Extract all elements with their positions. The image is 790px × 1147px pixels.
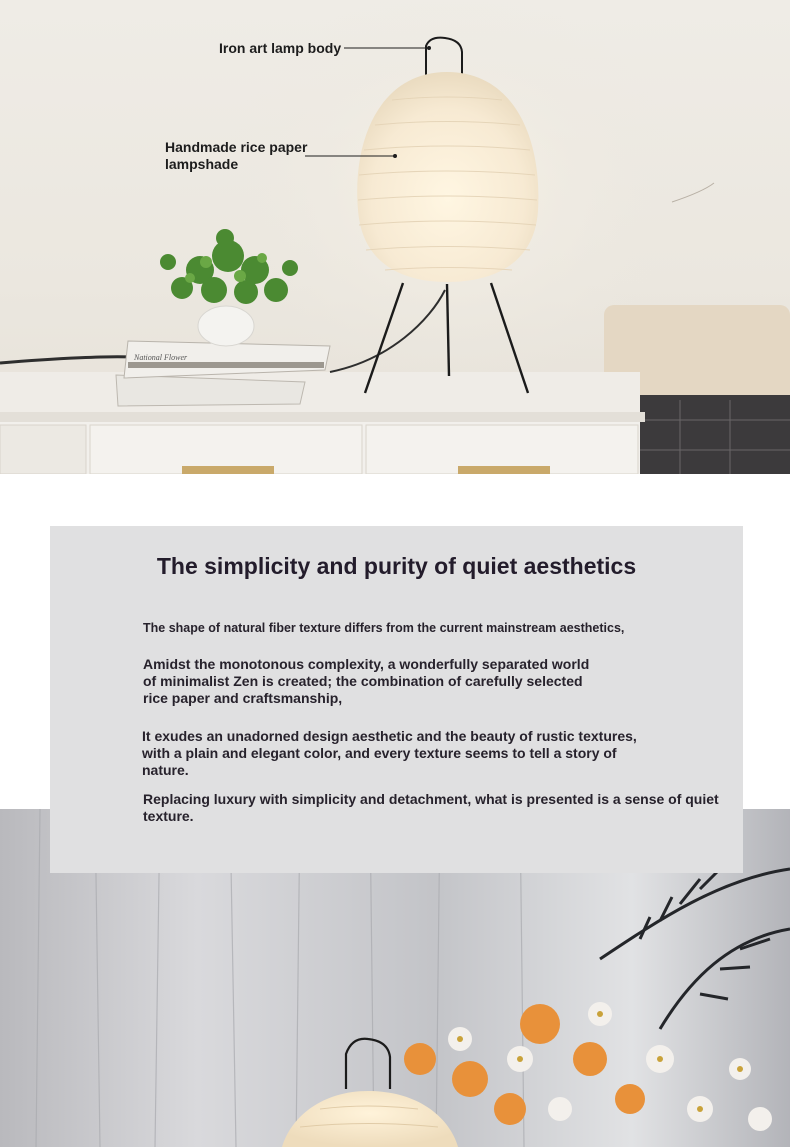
callout-lampshade: Handmade rice paper lampshade — [165, 139, 308, 172]
hero-photo — [0, 0, 790, 474]
paragraph-1: The shape of natural fiber texture differs from the current mainstream aesthetics, — [143, 621, 625, 635]
paragraph-4: Replacing luxury with simplicity and detachment, what is presented is a sense of quiet texture. — [143, 791, 719, 824]
panel-title: The simplicity and purity of quiet aesthetics — [156, 553, 637, 579]
paragraph-2: Amidst the monotonous complexity, a wonderfully separated world of minimalist Zen is created; the combination of carefully selected rice paper and craftsmanship, — [143, 656, 590, 706]
paragraph-3: It exudes an unadorned design aesthetic and the beauty of rustic textures, with a plain and elegant color, and every texture seems to tell a story of nature. — [142, 728, 637, 778]
dresser — [0, 372, 645, 474]
book-spine-text: National Flower — [134, 353, 188, 362]
description-panel — [50, 526, 743, 873]
callout-lamp-body: Iron art lamp body — [219, 40, 342, 56]
lamp-scene-illustration — [0, 0, 790, 474]
